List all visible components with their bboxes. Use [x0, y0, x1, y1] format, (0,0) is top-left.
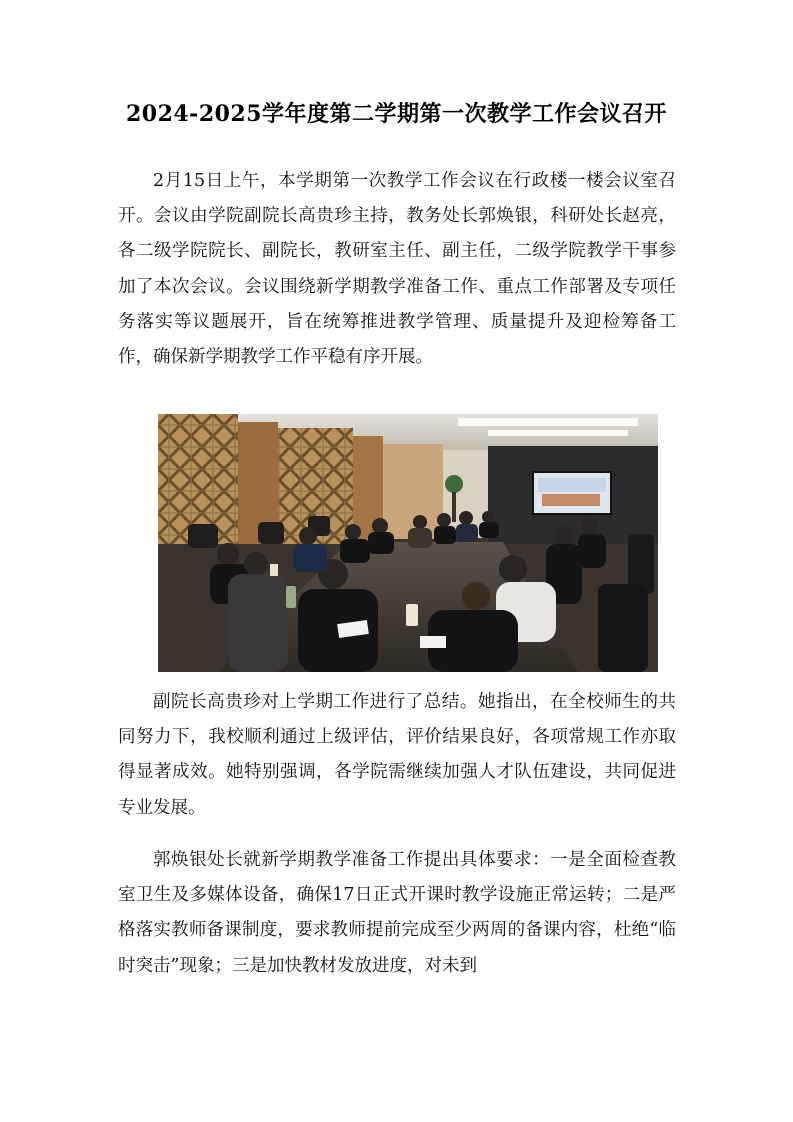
meeting-photo — [158, 414, 658, 672]
paragraph-summary: 副院长高贵珍对上学期工作进行了总结。她指出，在全校师生的共同努力下，我校顺利通过上级评估，评价结果良好，各项常规工作亦取得显著成效。她特别强调，各学院需继续加强人才队伍建设，共同促进专业发展。 — [118, 692, 676, 818]
paragraph-requirements: 郭焕银处长就新学期教学准备工作提出具体要求：一是全面检查教室卫生及多媒体设备，确保17日正式开课时教学设施正常运转；二是严格落实教师备课制度，要求教师提前完成至少两周的备课内容，杜绝“临时突击”现象；三是加快教材发放进度，对未到 — [118, 850, 676, 976]
meeting-room-illustration — [158, 414, 658, 672]
article-title: 2024-2025学年度第二学期第一次教学工作会议召开 — [125, 101, 668, 127]
paragraph-intro: 2月15日上午，本学期第一次教学工作会议在行政楼一楼会议室召开。会议由学院副院长高贵珍主持，教务处长郭焕银，科研处长赵亮，各二级学院院长、副院长，教研室主任、副主任，二级学院教学干事参加了本次会议。会议围绕新学期教学准备工作、重点工作部署及专项任务落实等议题展开，旨在统筹推进教学管理、质量提升及迎检筹备工作，确保新学期教学工作平稳有序开展。 — [118, 171, 676, 368]
